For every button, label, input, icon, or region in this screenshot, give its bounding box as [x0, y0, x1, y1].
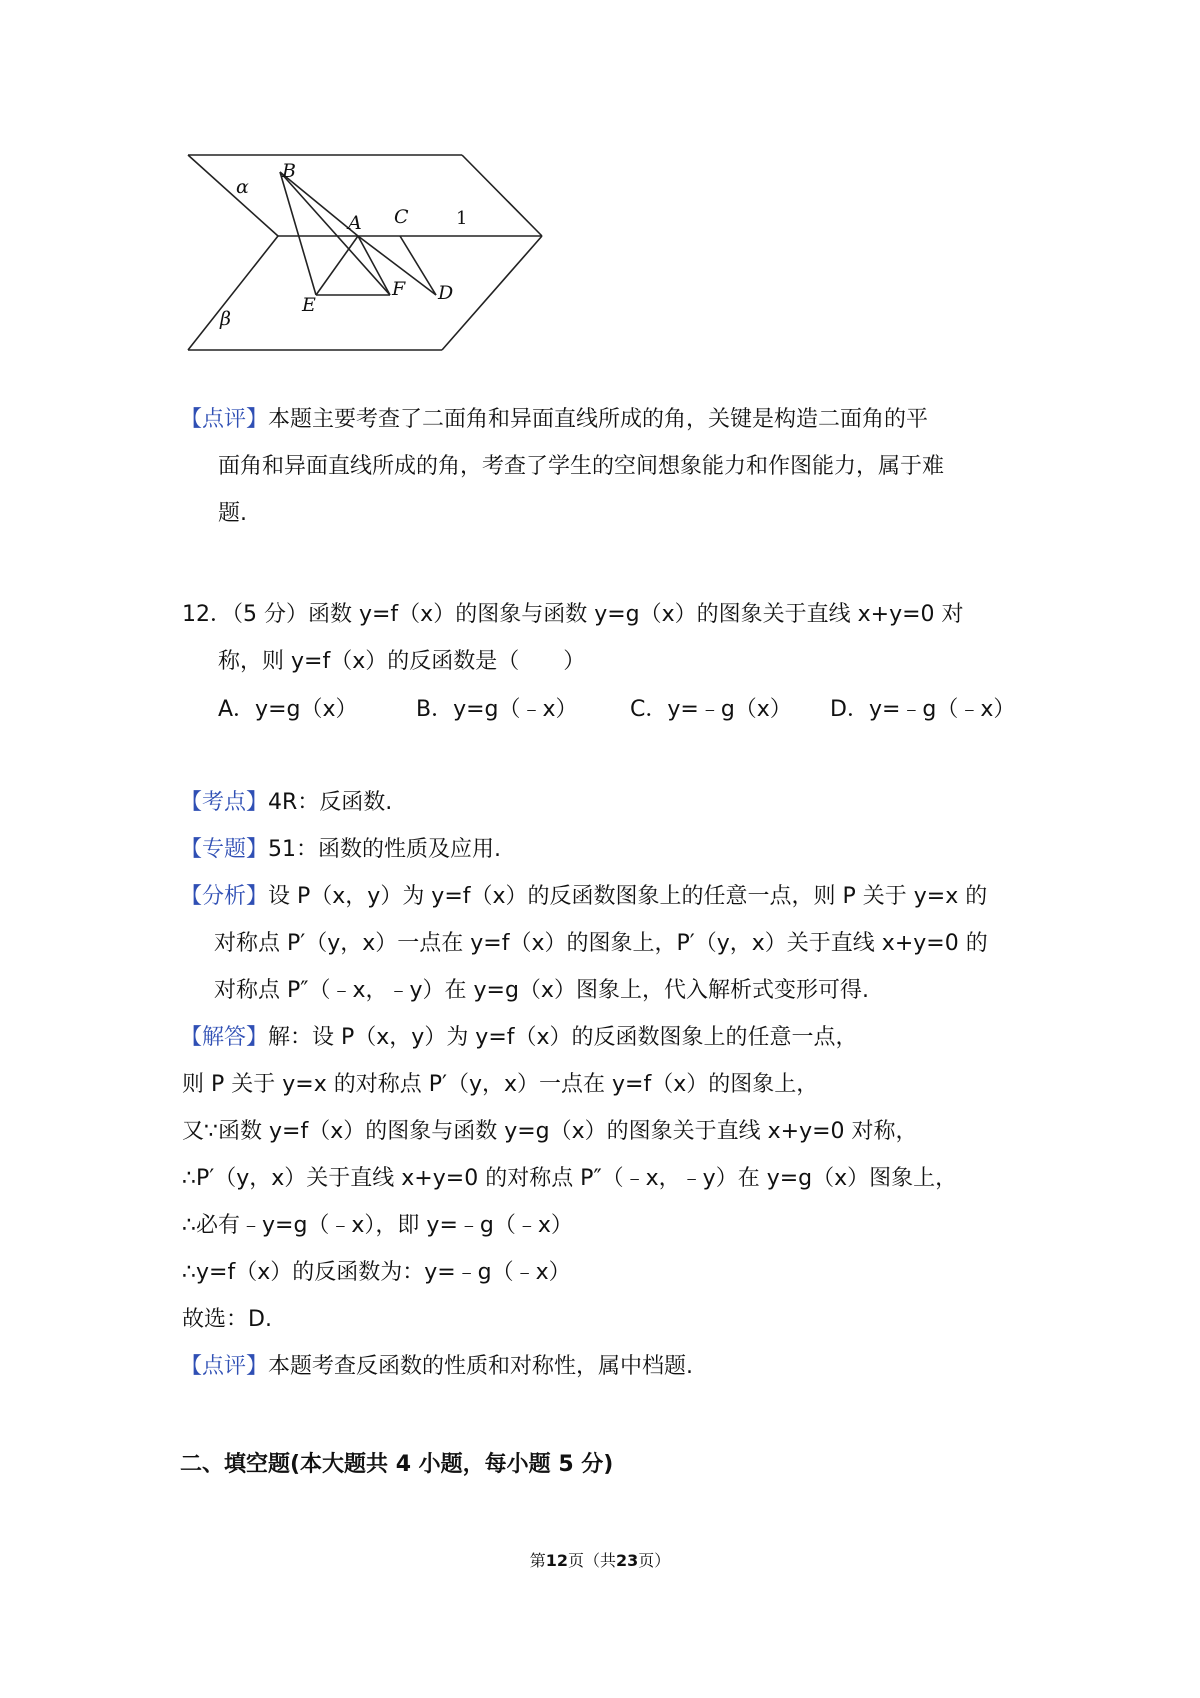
jieda-line-5: ∴必有﹣y=g（﹣x），即 y=﹣g（﹣x）: [182, 1213, 573, 1238]
kaodian-line: 【考点】4R：反函数.: [180, 790, 393, 815]
segment-BF: [280, 172, 390, 295]
plane-alpha-right-edge: [462, 155, 542, 236]
comment-q12-line: 【点评】本题考查反函数的性质和对称性，属中档题.: [180, 1354, 694, 1379]
fenxi-line-1: 【分析】设 P（x，y）为 y=f（x）的反函数图象上的任意一点，则 P 关于 y=x 的: [180, 884, 988, 909]
option-b: B．y=g（﹣x）: [416, 697, 578, 722]
option-a: A．y=g（x）: [218, 697, 358, 722]
plane-alpha-left-edge: [188, 155, 278, 236]
zhuanti-line: 【专题】51：函数的性质及应用.: [180, 837, 502, 862]
comment-prev-line-3: 题.: [218, 501, 247, 526]
fenxi-tag: 【分析】: [180, 884, 269, 909]
jieda-line-7: 故选：D.: [182, 1307, 272, 1332]
label-beta: β: [220, 308, 231, 330]
label-l: 1: [456, 208, 468, 229]
question-12-stem-line-1: 12．（5 分）函数 y=f（x）的图象与函数 y=g（x）的图象关于直线 x+y=0 对: [182, 602, 964, 627]
segment-CD: [400, 236, 436, 295]
plane-beta-left-edge: [188, 236, 278, 350]
comment-tag: 【点评】: [180, 407, 269, 432]
page-number: 12: [545, 1551, 568, 1570]
label-A: A: [348, 212, 362, 234]
question-12-options: [0, 695, 1200, 725]
segment-BE: [280, 172, 316, 295]
question-12-stem-line-2: 称，则 y=f（x）的反函数是（ ）: [218, 649, 586, 674]
label-C: C: [394, 206, 409, 228]
option-d: D．y=﹣g（﹣x）: [830, 697, 1016, 722]
kaodian-tag: 【考点】: [180, 790, 269, 815]
page-total: 23: [616, 1551, 639, 1570]
label-E: E: [302, 294, 316, 316]
label-F: F: [392, 278, 406, 300]
label-alpha: α: [236, 176, 249, 198]
jieda-line-3: 又∵函数 y=f（x）的图象与函数 y=g（x）的图象关于直线 x+y=0 对称，: [182, 1119, 918, 1144]
section-heading: 二、填空题(本大题共 4 小题，每小题 5 分): [180, 1452, 614, 1477]
jieda-line-6: ∴y=f（x）的反函数为：y=﹣g（﹣x）: [182, 1260, 571, 1285]
jieda-line-1: 【解答】解：设 P（x，y）为 y=f（x）的反函数图象上的任意一点，: [180, 1025, 858, 1050]
segment-AE: [316, 236, 358, 295]
comment-tag: 【点评】: [180, 1354, 269, 1379]
jieda-line-2: 则 P 关于 y=x 的对称点 P′（y，x）一点在 y=f（x）的图象上，: [182, 1072, 819, 1097]
jieda-line-4: ∴P′（y，x）关于直线 x+y=0 的对称点 P″（﹣x，﹣y）在 y=g（x）图象上，: [182, 1166, 958, 1191]
option-c: C．y=﹣g（x）: [630, 697, 792, 722]
comment-prev-line-2: 面角和异面直线所成的角，考查了学生的空间想象能力和作图能力，属于难: [218, 454, 945, 479]
jieda-tag: 【解答】: [180, 1025, 269, 1050]
label-B: B: [282, 160, 296, 182]
page-footer: 第12页（共23页）: [529, 1551, 671, 1570]
dihedral-angle-figure: [180, 150, 580, 394]
label-D: D: [438, 282, 454, 304]
fenxi-line-2: 对称点 P′（y，x）一点在 y=f（x）的图象上，P′（y，x）关于直线 x+y=0 的: [214, 931, 988, 956]
comment-prev-line-1: 【点评】本题主要考查了二面角和异面直线所成的角，关键是构造二面角的平: [180, 407, 929, 432]
zhuanti-tag: 【专题】: [180, 837, 269, 862]
fenxi-line-3: 对称点 P″（﹣x，﹣y）在 y=g（x）图象上，代入解析式变形可得.: [214, 978, 869, 1003]
plane-beta-right-edge: [442, 236, 542, 350]
